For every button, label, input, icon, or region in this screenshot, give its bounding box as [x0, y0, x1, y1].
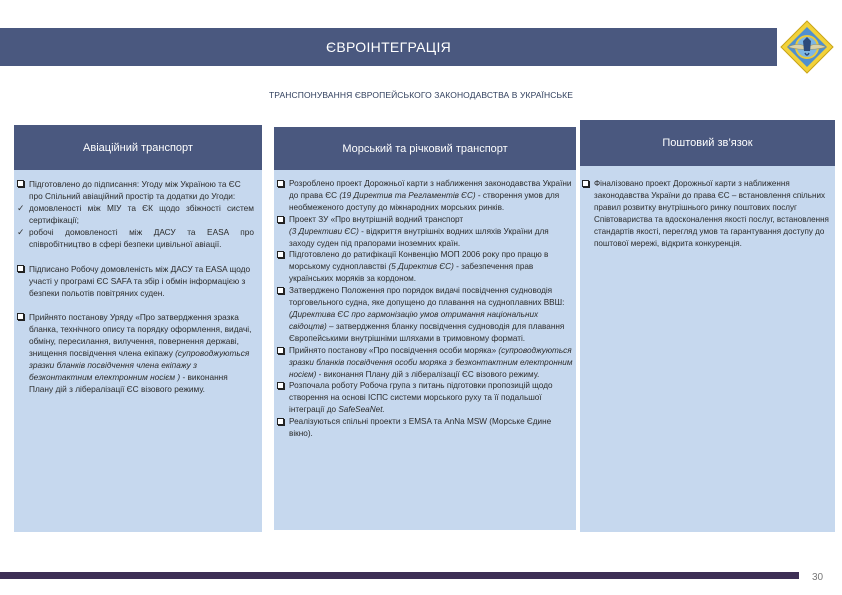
list-item: Розроблено проект Дорожньої карти з наближення законодавства України до права ЄС (19 Директив та Регламентів ЄС) - створення умов для необмеженого доступу до міжнародних морських ринків. — [274, 178, 576, 214]
list-item: Фіналізовано проект Дорожньої карти з наближення законодавства України до права ЄС – встановлення спільних правил розвитку внутрішнього ринку поштових послуг Співтовариства та вдосконалення якості послуг, встановлення стандартів якості, перегляд умов та гарантування доступу до поштової мережі, відкрита конкуренція. — [580, 178, 829, 251]
page-subtitle: ТРАНСПОНУВАННЯ ЄВРОПЕЙСЬКОГО ЗАКОНОДАВСТВА В УКРАЇНСЬКЕ — [269, 90, 573, 100]
checkmark-icon: ✓ — [17, 203, 25, 214]
column-header — [580, 120, 835, 166]
checkbox-bullet-icon — [277, 251, 284, 258]
checkbox-bullet-icon — [17, 180, 24, 187]
checkbox-bullet-icon — [277, 418, 284, 425]
checkbox-bullet-icon — [277, 216, 284, 223]
column-title: Поштовий зв’язок — [662, 137, 753, 149]
column-aviation — [14, 125, 262, 532]
list-item: Підготовлено до підписання: Угоду між Україною та ЄС про Спільний авіаційний простір та додатки до Угоди: — [14, 178, 254, 202]
ministry-emblem-icon — [780, 20, 834, 74]
list-item: Підготовлено до ратифікації Конвенцію МОП 2006 року про працю в морському судноплавстві (5 Директив ЄС) - забезпечення прав українських моряків за кордоном. — [274, 249, 576, 285]
checkbox-bullet-icon — [17, 265, 24, 272]
checkbox-bullet-icon — [277, 347, 284, 354]
checkbox-bullet-icon — [582, 180, 589, 187]
column-title: Морський та річковий транспорт — [342, 142, 508, 155]
list-item: Затверджено Положення про порядок видачі посвідчення судноводія торговельного судна, яке допущено до плавання на судноплавних ВВШ: (Директива ЄС про гармонізацію умов отримання національних свідоцтв) – затвердження бланку посвідчення судноводія для плавання Європейськими внутрішніми шляхами в тримовному форматі. — [274, 285, 576, 345]
column-maritime — [274, 127, 576, 530]
footer-bar — [0, 572, 799, 579]
checkbox-bullet-icon — [277, 287, 284, 294]
list-item: Підписано Робочу домовленість між ДАСУ та EASA щодо участі у програмі ЄС SAFA та збір і обмін інформацією з безпеки польотів повітряних суден. — [14, 263, 254, 299]
list-item: Розпочала роботу Робоча група з питань підготовки пропозицій щодо створення на основі ІСПС системи морського руху та її подальшої інтеграції до SafeSeaNet. — [274, 380, 576, 416]
column-header — [274, 127, 576, 170]
checkbox-bullet-icon — [17, 313, 24, 320]
list-item: ✓ домовленості між МІУ та ЄК щодо збіжності систем сертифікації; — [17, 203, 254, 226]
checkmark-icon: ✓ — [17, 227, 25, 238]
header-band — [0, 28, 777, 66]
column-title: Авіаційний транспорт — [83, 141, 193, 154]
column-postal — [580, 120, 835, 532]
column-body — [580, 178, 835, 532]
checkbox-bullet-icon — [277, 382, 284, 389]
page-number: 30 — [812, 572, 824, 583]
list-item: Реалізуються спільні проекти з EMSA та AnNa MSW (Морське Єдине вікно). — [274, 416, 576, 440]
column-body — [14, 178, 262, 532]
list-item: ✓ робочі домовленості між ДАСУ та EASA про співробітництво в сфері безпеки цивільної авіації. — [17, 227, 254, 250]
page-title: ЄВРОІНТЕГРАЦІЯ — [325, 39, 452, 55]
checkbox-bullet-icon — [277, 180, 284, 187]
column-body — [274, 178, 576, 530]
list-item: Прийнято постанову «Про посвідчення особи моряка» (супроводжуються зразки бланків посвідчення особи моряка з безконтактним електронним носієм) - виконання Плану дій з лібералізації ЄС візового режиму. — [274, 345, 576, 381]
column-header — [14, 125, 262, 170]
list-item: Проект ЗУ «Про внутрішній водний транспорт (3 Директиви ЄС) - відкриття внутрішніх водних шляхів України для заходу суден під прапорами іноземних країн. — [274, 214, 576, 250]
list-item: Прийнято постанову Уряду «Про затвердження зразка бланка, технічного опису та порядку оформлення, видачі, обміну, пересилання, вилучення, повернення державі, знищення посвідчення члена екіпажу (супроводжуються зразки бланків посвідчення члена екіпажу з безконтактним електронним носієм ) - виконання Плану дій з лібералізації ЄС візового режиму. — [14, 311, 254, 396]
